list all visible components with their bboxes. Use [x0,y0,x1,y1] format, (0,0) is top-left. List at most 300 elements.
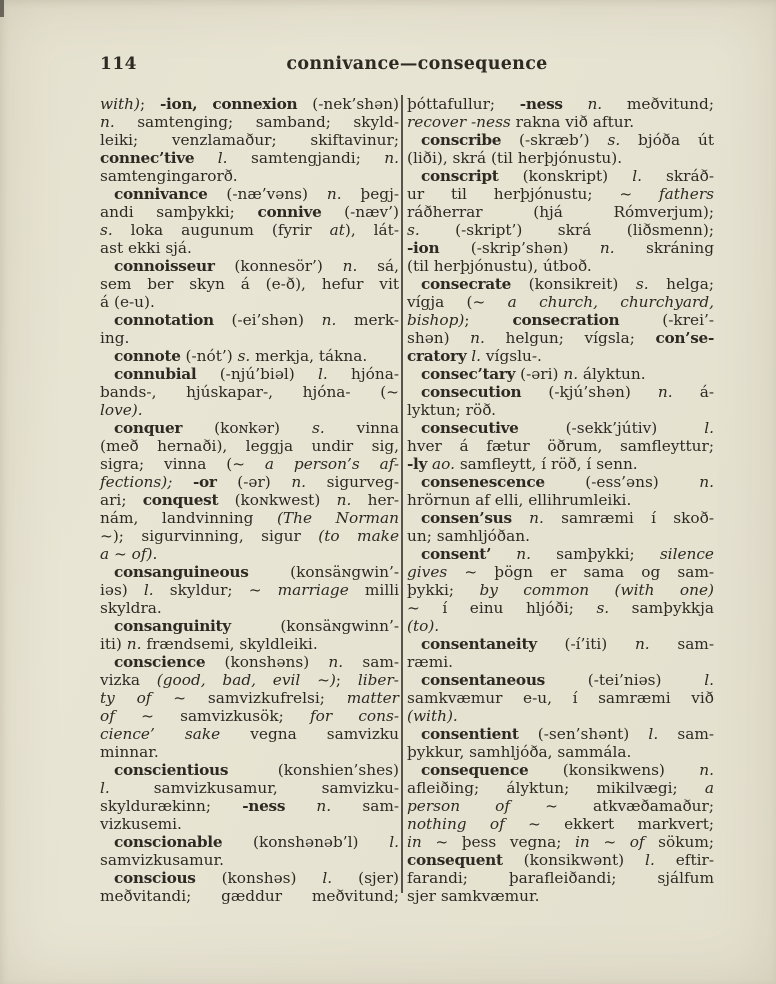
text-line [100,347,399,365]
text-line [100,401,399,419]
text-segment: ~ samvizkufrelsi; [151,689,347,707]
text-segment: -ly [407,455,428,473]
text-segment: (to make [318,527,400,545]
text-segment: n. [599,239,615,257]
text-line [100,779,399,797]
text-segment: consanguinity [114,617,231,635]
text-segment: ari; [100,491,143,509]
text-segment: samþykkja [609,599,714,617]
text-line [407,437,714,455]
text-line [407,239,714,257]
text-segment: -ion [407,239,440,257]
text-line [407,329,714,347]
text-segment: matter [346,689,399,707]
text-segment: samvizkusamur. [100,851,225,869]
text-line [407,365,714,383]
text-line [100,617,399,635]
text-line [407,887,714,905]
text-line [407,401,714,419]
text-line [407,797,714,815]
text-segment: samræmi í skoð- [543,509,714,527]
text-segment: cience’ sake [100,725,221,743]
text-segment: (-í’iti) [536,635,635,653]
text-segment: (-ər) [216,473,292,491]
text-line [100,419,399,437]
text-segment: loka augunum (fyrir [112,221,330,239]
text-segment: (with). [407,707,458,725]
text-line [100,869,399,887]
text-segment: helga; [648,275,714,293]
text-segment: consecrate [421,275,512,293]
text-segment: vizkusemi. [100,815,182,833]
text-segment: l. [217,149,228,167]
text-segment: consequence [421,761,529,779]
text-line [100,365,399,383]
text-segment: ~ samvizkusök; [114,707,310,725]
text-line [407,851,714,869]
text-line [100,797,399,815]
text-line [100,257,399,275]
text-segment: hrörnun af elli, ellihrumleiki. [407,491,632,509]
text-segment: -ness [242,797,286,815]
text-line [407,707,714,725]
text-segment: conquest [142,491,219,509]
text-line [100,311,399,329]
text-line [407,779,714,797]
text-segment: afleiðing; ályktun; mikilvægi; [407,779,705,797]
text-line [100,653,399,671]
text-segment: sam- [649,635,714,653]
text-segment [563,95,588,113]
text-segment: conscience [114,653,206,671]
text-segment: ), lát- [344,221,399,239]
text-segment: a [704,779,714,797]
text-segment: -ness [519,95,563,113]
text-segment: sigra; vinna (~ [100,455,265,473]
text-segment [172,473,193,491]
text-line [100,275,399,293]
text-segment: (-skræb’) [501,131,608,149]
text-segment: -or [192,473,217,491]
text-line [100,887,399,905]
text-line [407,635,714,653]
text-segment: samkvæmur e-u, í samræmi við [407,689,714,707]
text-segment: þykkur, samhljóða, sammála. [407,743,632,761]
text-segment: ~ þess vegna; [421,833,575,851]
page-number: 114 [100,54,137,74]
text-segment: by common (with one) [479,581,714,599]
text-segment: fections); [100,473,173,491]
scan-edge-mark [0,0,4,17]
text-segment: a person’s af- [264,455,399,473]
text-line [100,95,399,113]
text-line [100,239,399,257]
text-line [100,221,399,239]
text-segment: consentaneous [421,671,545,689]
text-segment: l. [318,365,328,383]
text-line [407,599,714,617]
text-segment: þóttafullur; [407,95,520,113]
text-line [407,419,714,437]
text-segment: ráðherrar (hjá Rómverjum); [407,203,714,221]
text-segment: sökum; [644,833,714,851]
text-segment: n. [657,383,673,401]
text-segment [194,149,217,167]
text-segment: (-kjú’shən) [521,383,658,401]
text-line [407,383,714,401]
text-segment: (konsäɴgwin’- [248,563,399,581]
text-line [100,761,399,779]
text-line [407,293,714,311]
text-line [100,707,399,725]
text-segment: (með hernaði), leggja undir sig, [100,437,399,455]
text-line [100,581,399,599]
text-line [407,509,714,527]
text-segment: love). [100,401,143,419]
text-segment: n. [336,491,352,509]
text-line [407,563,714,581]
text-segment: skyldurækinn; [100,797,243,815]
text-line [100,293,399,311]
text-segment: helgun; vígsla; [484,329,656,347]
text-segment: (-skript’) skrá (liðsmenn); [419,221,714,239]
text-line [100,203,399,221]
text-segment: á (e-u). [100,293,155,311]
text-segment: consent’ [421,545,492,563]
text-segment: connec’tive [100,149,195,167]
text-segment: meðvitund; [602,95,714,113]
text-segment: conscious [114,869,196,887]
text-segment: connive [257,203,322,221]
text-line [100,851,399,869]
text-segment: ~ [589,833,630,851]
text-line [407,617,714,635]
text-segment: hver á fætur öðrum, samfleyttur; [407,437,714,455]
text-line [407,185,714,203]
text-segment: fathers [659,185,714,203]
text-segment: gives [407,563,448,581]
text-segment: (-əri) [515,365,564,383]
text-segment: consecration [512,311,620,329]
text-segment: ; [139,95,160,113]
text-line [407,257,714,275]
text-line [100,185,399,203]
text-segment: (konskript) [498,167,633,185]
text-segment: sjer samkvæmur. [407,887,540,905]
text-segment: -ion, connexion [159,95,298,113]
text-line [407,221,714,239]
text-line [407,491,714,509]
text-segment: connotation [114,311,214,329]
text-segment: (konsikwens) [528,761,700,779]
text-line [100,563,399,581]
text-segment: samtengingarorð. [100,167,238,185]
text-segment: hjóna- [327,365,399,383]
text-segment: n. [328,653,344,671]
text-segment: ~ í einu hljóði; [407,599,597,617]
text-segment: n. [321,311,337,329]
text-line [100,833,399,851]
text-line [407,473,714,491]
text-segment: (-krei’- [619,311,714,329]
running-head: connivance—consequence [286,54,548,74]
text-line [407,95,714,113]
text-segment: n. [291,473,307,491]
text-segment: connivance [114,185,208,203]
text-segment: þegj- [341,185,399,203]
text-segment: conscript [421,167,499,185]
text-segment: n. [634,635,650,653]
text-segment: n. [516,545,531,563]
text-segment [285,797,316,815]
text-segment: bishop) [407,311,465,329]
text-segment: (koɴkər) [182,419,312,437]
text-segment: consentaneity [421,635,537,653]
text-segment: þykki; [407,581,480,599]
text-line [407,311,714,329]
text-line [407,131,714,149]
text-segment [491,545,516,563]
text-segment: rakna við aftur. [510,113,635,131]
text-segment: liber- [357,671,399,689]
text-segment: l. [471,347,482,365]
text-segment: consen’sus [421,509,512,527]
text-segment: connubial [114,365,197,383]
text-segment: nothing of [407,815,505,833]
text-line [100,599,399,617]
text-line [407,347,714,365]
text-segment: l. [632,167,642,185]
text-segment: (konshien’shes) [228,761,399,779]
text-segment: s. [311,419,325,437]
text-segment: (-sen’shənt) [518,725,649,743]
text-line [407,527,714,545]
text-line [407,671,714,689]
text-segment: l. [648,725,659,743]
text-segment: bjóða út [620,131,714,149]
text-segment: vinna [324,419,399,437]
text-segment: (sjer) [332,869,399,887]
text-segment: sam- [331,797,399,815]
text-segment: of [629,833,645,851]
text-segment: s. [635,275,649,293]
text-segment: a ~ of). [100,545,158,563]
text-segment: n. [470,329,485,347]
text-segment: meðvitandi; gæddur meðvitund; [100,887,399,905]
text-segment: (konshəns) [205,653,329,671]
text-line [407,545,714,563]
text-segment: consequent [407,851,503,869]
text-segment: ~); sigurvinning, sigur [100,527,319,545]
text-segment: (konnesör’) [214,257,343,275]
text-line [100,725,399,743]
text-segment: person of [407,797,511,815]
text-segment: frændsemi, skyldleiki. [141,635,318,653]
text-line [407,761,714,779]
text-segment: (-næ’vəns) [207,185,327,203]
text-segment: bands-, hjúskapar-, hjóna- (~ [100,383,399,401]
text-line [407,203,714,221]
text-segment: n. [126,635,142,653]
text-line [100,167,399,185]
text-segment: (liði), skrá (til herþjónustu). [407,149,623,167]
text-segment: ; [335,671,358,689]
text-line [407,113,714,131]
text-segment: recover -ness [407,113,511,131]
text-line [407,275,714,293]
text-segment: sam- [343,653,399,671]
text-line [100,329,399,347]
text-segment: connoisseur [114,257,215,275]
text-segment: (til herþjónustu), útboð. [407,257,592,275]
text-segment: samfleytt, í röð, í senn. [454,455,638,473]
text-line [407,581,714,599]
text-segment: sam- [658,725,714,743]
text-segment: leiki; venzlamaður; skiftavinur; [100,131,399,149]
text-segment: with) [100,95,140,113]
text-line [407,833,714,851]
text-segment: her- [351,491,400,509]
text-segment: n. [316,797,332,815]
text-segment: samtengjandi; [227,149,385,167]
text-segment: con’se- [655,329,714,347]
text-segment: a church, churchyard, [507,293,714,311]
text-segment: eftir- [654,851,714,869]
text-segment: l. [322,869,333,887]
text-segment: (koɴkwest) [218,491,337,509]
text-segment: in [575,833,590,851]
text-segment: merk- [336,311,399,329]
text-segment: (to). [407,617,440,635]
text-segment: andi samþykki; [100,203,258,221]
text-segment: shən) [407,329,471,347]
text-segment: n. [699,761,714,779]
text-line [100,815,399,833]
text-segment: vígslu-. [481,347,542,365]
text-line [100,113,399,131]
text-segment: ing. [100,329,130,347]
text-segment: ~ atkvæðamaður; [510,797,714,815]
text-segment: conscionable [114,833,223,851]
text-segment: samvizkusamur, samvizku- [109,779,399,797]
text-line [100,671,399,689]
text-segment: milli [348,581,399,599]
left-column [100,95,399,905]
text-segment: in [407,833,422,851]
text-segment: s. [407,221,420,239]
text-segment: iti) [100,635,127,653]
text-segment: (-ess’əns) [544,473,700,491]
text-segment: n. [326,185,342,203]
text-line [407,167,714,185]
text-segment: vizka [100,671,157,689]
text-segment: farandi; þarafleiðandi; sjálfum [407,869,714,887]
text-segment: marriage [277,581,349,599]
text-segment: consanguineous [114,563,249,581]
text-segment: skráð- [641,167,714,185]
text-segment: conscientious [114,761,229,779]
text-segment: consec’tary [421,365,516,383]
text-segment: n. [563,365,579,383]
text-line [100,455,399,473]
text-segment: n. [384,149,399,167]
text-segment: n. [342,257,358,275]
text-segment: minnar. [100,743,159,761]
text-segment: l. [143,581,154,599]
text-segment: n. [529,509,544,527]
text-segment: conquer [114,419,183,437]
text-line [407,743,714,761]
text-segment: sem ber skyn á (e-ð), hefur vit [100,275,399,293]
text-segment: at [329,221,345,239]
text-line [100,545,399,563]
text-segment: ur til herþjónustu; ~ [407,185,659,203]
right-column [407,95,714,905]
text-segment: skráning [614,239,714,257]
text-segment: connote [114,347,181,365]
text-line [100,437,399,455]
text-segment: (-nót’) [180,347,238,365]
text-segment: n. [587,95,603,113]
text-segment: iəs) [100,581,144,599]
text-segment: s. [607,131,621,149]
text-line [100,131,399,149]
text-segment: samtenging; samband; skyld- [114,113,399,131]
text-segment: of [100,707,115,725]
text-segment: ályktun. [578,365,646,383]
text-segment: l. [645,851,655,869]
text-segment: sigurveg- [306,473,399,491]
text-line [100,149,399,167]
text-segment: s. [100,221,113,239]
text-segment: sá, [357,257,399,275]
text-line [407,149,714,167]
text-line [407,725,714,743]
text-segment: l. [704,419,714,437]
text-line [100,473,399,491]
text-segment: skyldra. [100,599,162,617]
text-segment: (konsäɴgwinn’- [230,617,399,635]
text-segment: s. [237,347,251,365]
text-segment: skyldur; ~ [153,581,278,599]
text-segment: (-næv’) [321,203,400,221]
text-line [407,455,714,473]
text-segment: (konsikwənt) [502,851,646,869]
text-segment: consenescence [421,473,545,491]
text-segment: ræmi. [407,653,453,671]
text-line [100,743,399,761]
text-segment: l. [389,833,399,851]
text-segment: un; samhljóðan. [407,527,530,545]
text-segment: s. [596,599,610,617]
text-segment: silence [659,545,714,563]
text-line [407,869,714,887]
text-segment: (-nek’shən) [297,95,399,113]
text-segment: (-sekk’jútiv) [518,419,705,437]
text-segment: (good, bad, evil ~) [156,671,336,689]
text-segment: vígja (~ [407,293,508,311]
text-segment: for cons- [309,707,399,725]
text-segment: consecutive [421,419,519,437]
text-segment: merkja, tákna. [250,347,368,365]
text-segment: ao. [432,455,455,473]
text-segment: ast ekki sjá. [100,239,192,257]
text-segment: consentient [421,725,519,743]
text-segment: vegna samvizku [220,725,399,743]
text-segment: (-ei’shən) [213,311,322,329]
text-segment: á- [672,383,714,401]
text-segment: (-njú’biəl) [196,365,319,383]
